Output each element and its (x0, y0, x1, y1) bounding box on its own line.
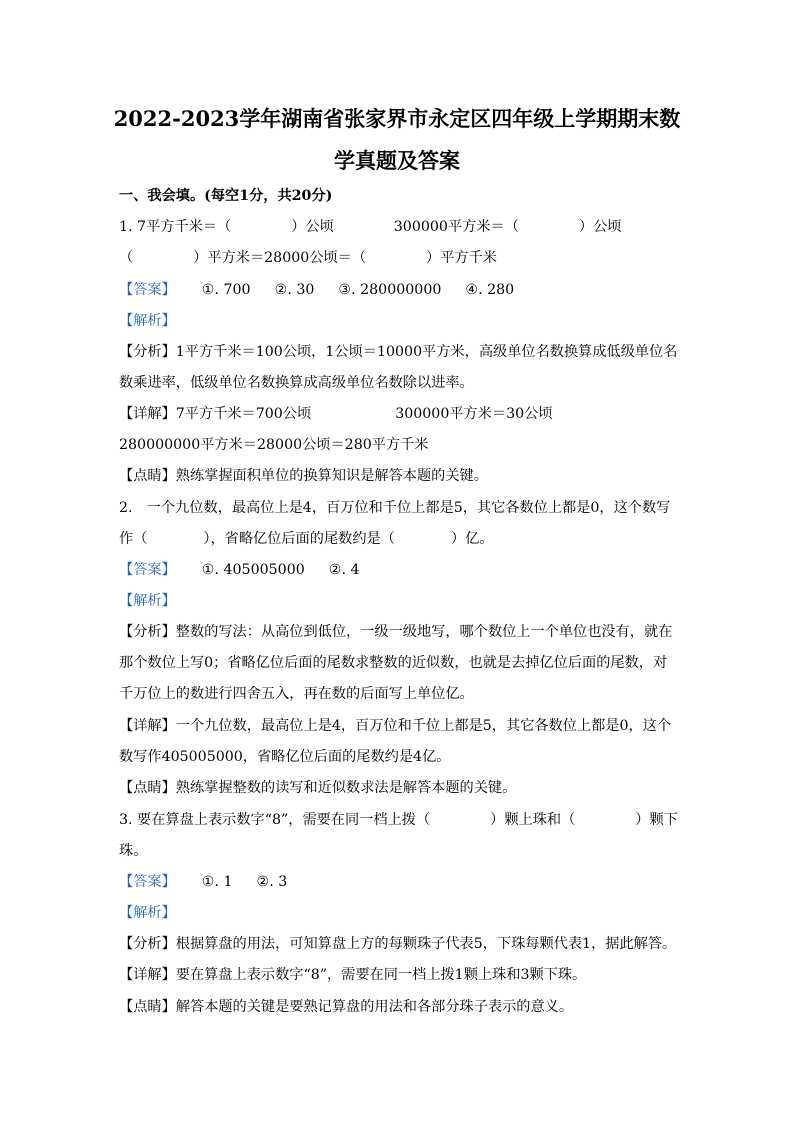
q2-fenxi-3: 千万位上的数进行四舍五入，再在数的后面写上单位亿。 (119, 686, 474, 702)
q3-answer: 【答案】 ①. 1 ②. 3 (119, 874, 288, 890)
q1-detail-1: 【详解】7平方千米＝700公顷 300000平方米＝30公顷 (119, 406, 553, 422)
q2-answer: 【答案】 ①. 405005000 ②. 4 (119, 562, 360, 578)
q3-fenxi: 【分析】根据算盘的用法，可知算盘上方的每颗珠子代表5，下珠每颗代表1，据此解答。 (119, 936, 677, 952)
document-title-line-2: 学真题及答案 (334, 148, 460, 173)
q3-detail: 【详解】要在算盘上表示数字“8”，需要在同一档上拨1颗上珠和3颗下珠。 (119, 967, 587, 983)
answer-tag: 【答案】 (119, 562, 176, 578)
answer-tag: 【答案】 (119, 282, 176, 298)
q2-detail-2: 数写作405005000，省略亿位后面的尾数约是4亿。 (119, 749, 451, 765)
q1-fenxi-2: 数乘进率，低级单位名数换算成高级单位名数除以进率。 (119, 375, 474, 391)
q3-line-2: 珠。 (119, 843, 148, 859)
q1-line-1: 1. 7平方千米＝（ ）公顷 300000平方米＝（ ）公顷 (119, 219, 622, 235)
q3-analysis-tag: 【解析】 (119, 905, 176, 921)
q1-analysis-tag: 【解析】 (119, 313, 176, 329)
q2-line-1: 2. 一个九位数，最高位上是4，百万位和千位上都是5，其它各数位上都是0，这个数写 (119, 500, 671, 516)
document-title-line-1: 2022-2023学年湖南省张家界市永定区四年级上学期期末数 (113, 106, 681, 131)
answer-tag: 【答案】 (119, 874, 176, 890)
q3-dianjing: 【点睛】解答本题的关键是要熟记算盘的用法和各部分珠子表示的意义。 (119, 999, 574, 1015)
section-heading: 一、我会填。(每空1分，共20分) (119, 188, 333, 204)
q2-fenxi-1: 【分析】整数的写法：从高位到低位，一级一级地写，哪个数位上一个单位也没有，就在 (119, 624, 673, 640)
q2-fenxi-2: 那个数位上写0；省略亿位后面的尾数求整数的近似数，也就是去掉亿位后面的尾数，对 (119, 655, 668, 671)
q1-answer: 【答案】 ①. 700 ②. 30 ③. 280000000 ④. 280 (119, 282, 515, 298)
q1-fenxi-1: 【分析】1平方千米＝100公顷，1公顷＝10000平方米，高级单位名数换算成低级单位名 (119, 344, 678, 360)
q3-line-1: 3. 要在算盘上表示数字“8”，需要在同一档上拨（ ）颗上珠和（ ）颗下 (119, 812, 678, 828)
q2-analysis-tag: 【解析】 (119, 593, 176, 609)
q1-line-2: （ ）平方米＝28000公顷＝（ ）平方千米 (119, 250, 497, 266)
q2-detail-1: 【详解】一个九位数，最高位上是4，百万位和千位上都是5，其它各数位上都是0，这个 (119, 718, 672, 734)
q2-line-2: 作（ ），省略亿位后面的尾数约是（ ）亿。 (119, 531, 494, 547)
q2-dianjing: 【点睛】熟练掌握整数的读写和近似数求法是解答本题的关键。 (119, 780, 517, 796)
q1-detail-2: 280000000平方米＝28000公顷＝280平方千米 (119, 437, 429, 453)
q1-dianjing: 【点睛】熟练掌握面积单位的换算知识是解答本题的关键。 (119, 468, 488, 484)
